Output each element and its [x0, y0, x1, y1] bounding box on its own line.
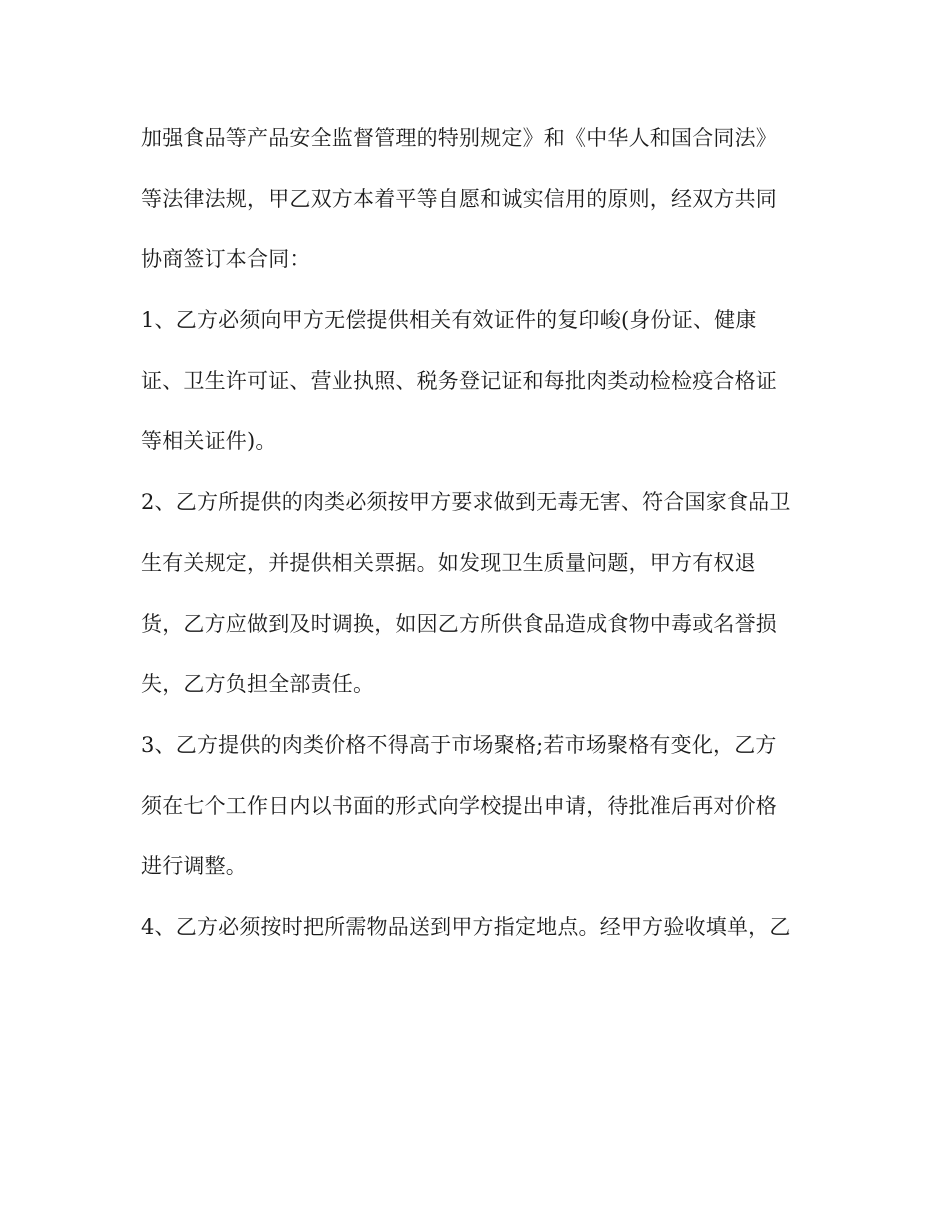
clause-2-line: 失，乙方负担全部责任。 [141, 672, 375, 697]
clause-3-line: 须在七个工作日内以书面的形式向学校提出申请，待批准后再对价格 [141, 793, 777, 818]
clause-2-line: 2、乙方所提供的肉类必须按甲方要求做到无毒无害、符合国家食品卫 [141, 490, 791, 515]
clause-2-line: 生有关规定，并提供相关票据。如发现卫生质量问题，甲方有权退 [141, 550, 756, 575]
clause-2-line: 货，乙方应做到及时调换，如因乙方所供食品造成食物中毒或名誉损 [141, 611, 777, 636]
clause-4-line: 4、乙方必须按时把所需物品送到甲方指定地点。经甲方验收填单，乙 [141, 914, 791, 939]
clause-3-line: 3、乙方提供的肉类价格不得高于市场聚格;若市场聚格有变化，乙方 [141, 732, 777, 757]
clause-1-line: 证、卫生许可证、营业执照、税务登记证和每批肉类动检检疫合格证 [141, 368, 777, 393]
contract-text [141, 118, 821, 968]
text-line: 等法律法规，甲乙双方本着平等自愿和诚实信用的原则，经双方共同 [141, 186, 777, 211]
clause-1-line: 1、乙方必须向甲方无偿提供相关有效证件的复印峻(身份证、健康 [141, 308, 757, 333]
clause-1-line: 等相关证件)。 [141, 429, 277, 454]
text-line: 加强食品等产品安全监督管理的特别规定》和《中华人和国合同法》 [141, 126, 777, 150]
text-line: 协商签订本合同： [141, 247, 311, 272]
clause-3-line: 进行调整。 [141, 854, 247, 879]
